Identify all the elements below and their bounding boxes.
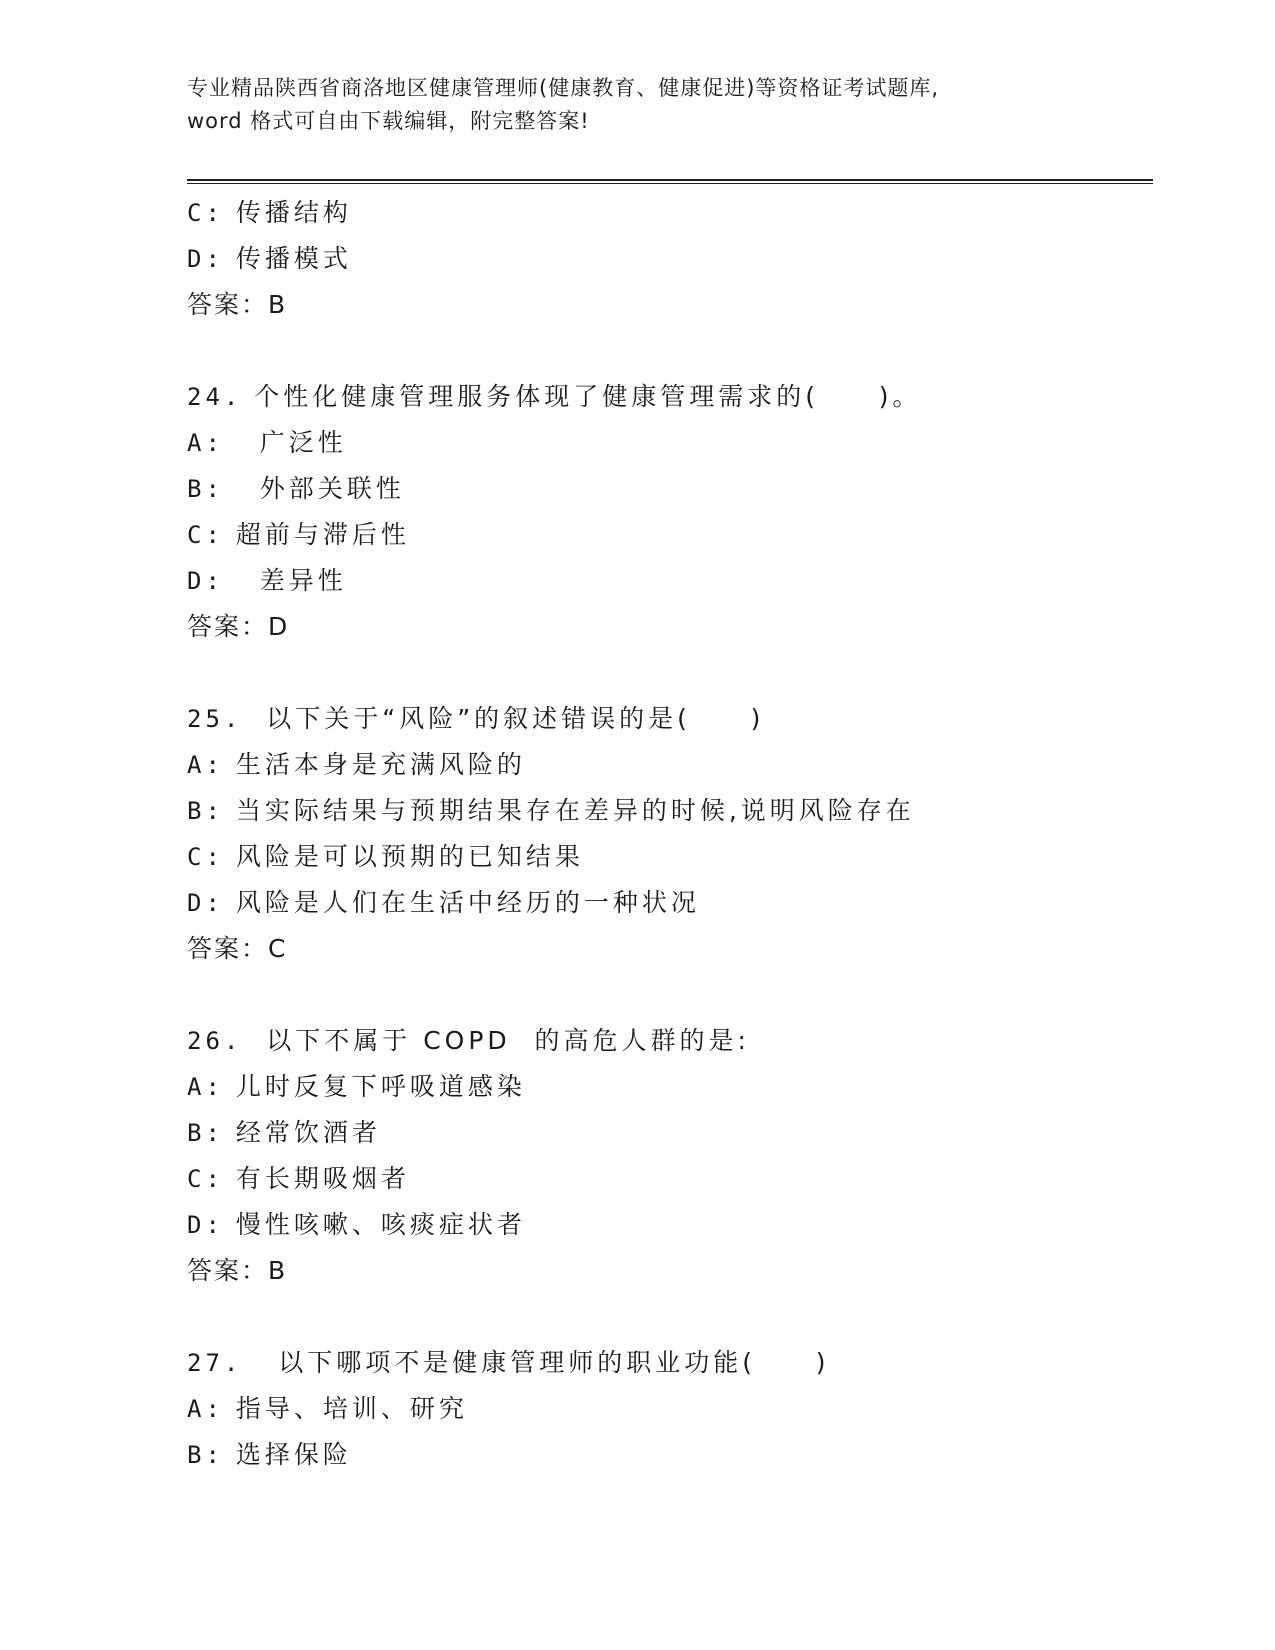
option-key: C: [187, 521, 224, 549]
option-line [187, 1386, 1147, 1432]
option-text: 当实际结果与预期结果存在差异的时候,说明风险存在 [223, 796, 915, 825]
header-line-2: word 格式可自由下载编辑，附完整答案! [187, 109, 590, 133]
option-key: B: [187, 475, 224, 503]
option-line [187, 834, 1147, 880]
spacer [187, 328, 1147, 374]
question-number: 25. [187, 705, 243, 733]
option-text: 选择保险 [223, 1440, 352, 1469]
answer-line: 答案：C [187, 934, 288, 963]
question-line [187, 696, 1147, 742]
question-text: 个性化健康管理服务体现了健康管理需求的( )。 [242, 382, 922, 411]
spacer [187, 972, 1147, 1018]
option-text: 慢性咳嗽、咳痰症状者 [223, 1210, 526, 1239]
question-line [187, 374, 1147, 420]
option-key: C: [187, 1165, 224, 1193]
question-text: 以下关于“风险”的叙述错误的是( ) [242, 704, 765, 733]
option-line [187, 1110, 1147, 1156]
option-text: 超前与滞后性 [223, 520, 410, 549]
option-line [187, 466, 1147, 512]
option-text: 风险是可以预期的已知结果 [223, 842, 584, 871]
question-line [187, 1018, 1147, 1064]
question-number: 26. [187, 1027, 243, 1055]
option-line [187, 558, 1147, 604]
option-key: B: [187, 1119, 224, 1147]
spacer [187, 650, 1147, 696]
option-key: B: [187, 797, 224, 825]
option-text: 传播结构 [223, 198, 352, 227]
option-key: D: [187, 245, 224, 273]
option-line [187, 880, 1147, 926]
answer-line: 答案：D [187, 612, 290, 641]
question-number: 24. [187, 383, 243, 411]
option-key: B: [187, 1441, 224, 1469]
header-divider [187, 179, 1153, 184]
option-key: A: [187, 751, 224, 779]
header-line-1: 专业精品陕西省商洛地区健康管理师(健康教育、健康促进)等资格证考试题库, [187, 76, 940, 100]
option-text: 生活本身是充满风险的 [223, 750, 526, 779]
option-line [187, 1064, 1147, 1110]
option-line [187, 1432, 1147, 1478]
option-key: C: [187, 199, 224, 227]
option-text: 经常饮酒者 [223, 1118, 381, 1147]
option-text: 有长期吸烟者 [223, 1164, 410, 1193]
option-text: 指导、培训、研究 [223, 1394, 468, 1423]
option-text: 传播模式 [223, 244, 352, 273]
question-line [187, 1340, 1147, 1386]
option-key: A: [187, 1395, 224, 1423]
option-key: D: [187, 567, 224, 595]
option-key: C: [187, 843, 224, 871]
answer-line: 答案：B [187, 1256, 288, 1285]
option-line [187, 420, 1147, 466]
option-key: A: [187, 1073, 224, 1101]
question-text: 以下不属于 COPD 的高危人群的是: [242, 1026, 750, 1055]
spacer [187, 1294, 1147, 1340]
option-text: 风险是人们在生活中经历的一种状况 [223, 888, 700, 917]
option-line [187, 742, 1147, 788]
option-key: A: [187, 429, 224, 457]
page-header [187, 72, 1087, 138]
option-line [187, 512, 1147, 558]
option-line [187, 788, 1147, 834]
option-text: 差异性 [223, 566, 347, 595]
option-line [187, 236, 1147, 282]
option-line [187, 190, 1147, 236]
option-key: D: [187, 1211, 224, 1239]
option-text: 儿时反复下呼吸道感染 [223, 1072, 526, 1101]
option-line [187, 1156, 1147, 1202]
question-list [187, 190, 1147, 1478]
option-line [187, 1202, 1147, 1248]
question-text: 以下哪项不是健康管理师的职业功能( ) [242, 1348, 830, 1377]
question-number: 27. [187, 1349, 243, 1377]
answer-line: 答案：B [187, 290, 288, 319]
option-text: 外部关联性 [223, 474, 405, 503]
option-text: 广泛性 [223, 428, 347, 457]
option-key: D: [187, 889, 224, 917]
